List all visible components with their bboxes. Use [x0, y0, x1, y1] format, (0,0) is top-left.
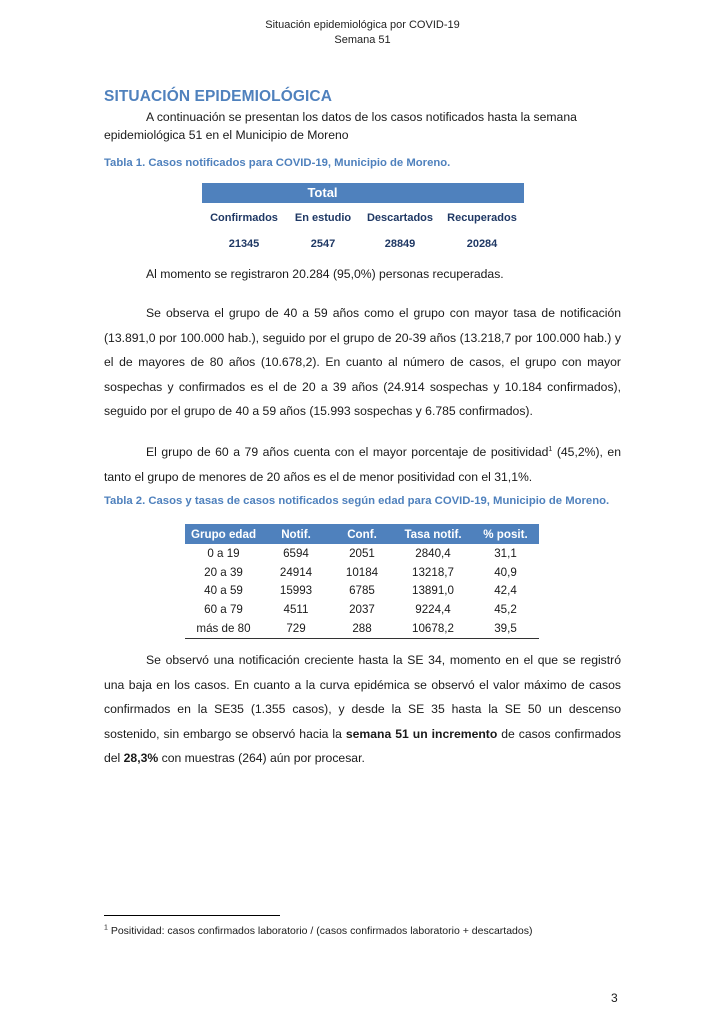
table2-cell: 6785 [349, 584, 375, 598]
table2-cell: 2037 [349, 603, 375, 617]
section-title: SITUACIÓN EPIDEMIOLÓGICA [104, 88, 333, 105]
footnote-ref: 1 [548, 445, 553, 453]
table-row [185, 600, 539, 619]
footnote-number: 1 [104, 924, 108, 932]
table2-header-conf: Conf. [330, 524, 394, 544]
table2-cell: 20 a 39 [204, 565, 243, 579]
header-line-2: Semana 51 [334, 34, 391, 46]
table2-header-tasa-notif: Tasa notif. [394, 524, 472, 544]
curve-text-2: de casos confirmados del [104, 726, 621, 765]
table2-cell: 9224,4 [415, 603, 451, 617]
table2-cell: más de 80 [185, 619, 262, 638]
table2-cell: 40,9 [494, 565, 517, 579]
table1-col-confirmados: Confirmados [210, 212, 278, 224]
table2-cell: 24914 [279, 565, 313, 579]
table2-header-notif: Notif. [262, 524, 330, 544]
curve-bold-2: 28,3% [123, 751, 159, 765]
table1-group-header: Total [307, 185, 338, 200]
positivity-text-1: El grupo de 60 a 79 años cuenta con el mayor porcentaje de positividad [146, 445, 549, 459]
table1-value-descartados: 28849 [384, 238, 416, 250]
table2-cell: 13891,0 [412, 584, 454, 598]
intro-line-1: A continuación se presentan los datos de los casos notificados hasta la semana [146, 110, 577, 124]
curve-bold-1: semana 51 un incremento [345, 726, 498, 741]
footnote [104, 925, 533, 937]
curve-text-3: con muestras (264) aún por procesar. [158, 751, 365, 765]
table1-col-en-estudio: En estudio [294, 212, 352, 224]
table-row [185, 563, 539, 582]
table2-cell: 2840,4 [415, 546, 451, 560]
table2-cell: 15993 [279, 584, 313, 598]
age-rate-paragraph: Se observa el grupo de 40 a 59 años como el grupo con mayor tasa de notificación (13.891,0 por 100.000 hab.), seguido por el grupo de 20-39 años (13.218,7 por 100.000 hab.) y el de mayores de 80 años (10.678,2). En cuanto al número de casos, el grupo con mayor sospechas y confirmados es el de 20 a 39 años (24.914 sospechas y 10.184 confirmados), seguido por el grupo de 40 a 59 años (15.993 sospechas y 6.785 confirmados). [104, 306, 621, 418]
table2-cell: 4511 [283, 603, 309, 617]
table2-header-grupo-edad: Grupo edad [185, 524, 262, 544]
footnote-divider [104, 915, 280, 916]
table2-header-row [185, 524, 539, 544]
positivity-paragraph [104, 440, 621, 489]
table2-cell: 60 a 79 [204, 603, 243, 617]
table2-cell: 2051 [349, 546, 375, 560]
table1-value-confirmados: 21345 [228, 238, 260, 250]
table2-cell: 10184 [345, 565, 379, 579]
table2-cell: 288 [330, 619, 394, 638]
table2-cell: 31,1 [494, 546, 517, 560]
table-row [185, 619, 539, 638]
footnote-text: Positividad: casos confirmados laboratorio / (casos confirmados laboratorio + descartados) [107, 925, 533, 937]
table-row [185, 544, 539, 563]
table1-caption: Tabla 1. Casos notificados para COVID-19, Municipio de Moreno. [104, 157, 451, 169]
table2-cell: 45,2 [494, 603, 517, 617]
table2-caption: Tabla 2. Casos y tasas de casos notificados según edad para COVID-19, Municipio de Moreno. [104, 495, 610, 507]
epidemic-curve-paragraph [104, 648, 621, 771]
table-row [185, 582, 539, 601]
page-number: 3 [611, 991, 618, 1005]
table1-col-descartados: Descartados [366, 212, 434, 224]
table2-header-posit: % posit. [472, 524, 539, 544]
intro-line-2: epidemiológica 51 en el Municipio de Moreno [104, 128, 349, 142]
table2-cell: 39,5 [472, 619, 539, 638]
table2-cell: 42,4 [494, 584, 517, 598]
table2 [185, 524, 539, 639]
recovered-sentence: Al momento se registraron 20.284 (95,0%) personas recuperadas. [146, 267, 504, 281]
intro-paragraph [104, 108, 619, 144]
curve-text-1: Se observó una notificación creciente hasta la SE 34, momento en el que se registró una baja en los casos. En cuanto a la curva epidémica se observó el valor máximo de casos confirmados en la SE35 (1.355 casos), y desde la SE 35 hasta la SE 50 un descenso sostenido, sin embargo se observó hacia la [104, 653, 621, 741]
table2-cell: 13218,7 [412, 565, 454, 579]
table2-cell: 10678,2 [394, 619, 472, 638]
table2-cell: 6594 [283, 546, 309, 560]
table1-value-recuperados: 20284 [466, 238, 498, 250]
table1-value-en-estudio: 2547 [310, 238, 336, 250]
positivity-text-2: (45,2%), en tanto el grupo de menores de 20 años es el de menor positividad con el 31,1%. [104, 445, 621, 484]
table1-col-recuperados: Recuperados [447, 212, 517, 224]
running-header [0, 18, 725, 48]
table2-cell: 729 [262, 619, 330, 638]
header-line-1: Situación epidemiológica por COVID-19 [265, 19, 460, 31]
table2-cell: 40 a 59 [204, 584, 243, 598]
table2-cell: 0 a 19 [207, 546, 240, 560]
